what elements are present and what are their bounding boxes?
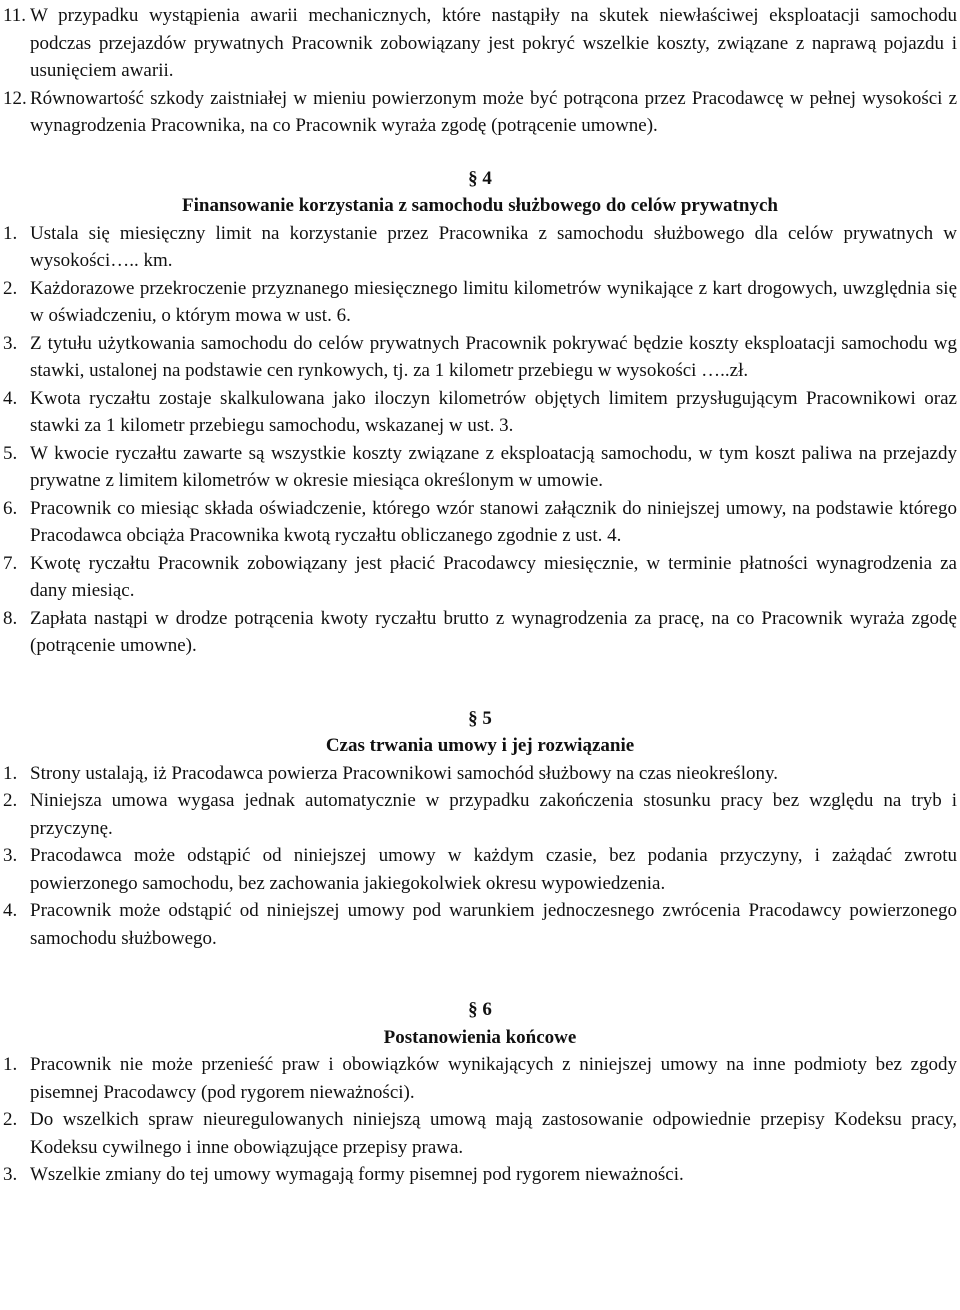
list-item bbox=[3, 897, 957, 952]
section-heading: § 4 bbox=[468, 167, 492, 189]
item-text: Pracownik nie może przenieść praw i obowiązków wynikających z niniejszej umowy na inne podmioty bez zgody pisemnej Pracodawcy (pod rygorem nieważności). bbox=[30, 1054, 957, 1103]
section-title: Czas trwania umowy i jej rozwiązanie bbox=[325, 735, 635, 756]
item-number: 1. bbox=[3, 1054, 18, 1075]
section-4 bbox=[3, 165, 957, 660]
item-text: Z tytułu użytkowania samochodu do celów prywatnych Pracownik pokrywać będzie koszty eksploatacji samochodu wg stawki, ustalonej na podstawie cen rynkowych, tj. za 1 kilometr przebiegu w wysokości …..zł. bbox=[30, 332, 957, 381]
section-heading: § 6 bbox=[468, 999, 492, 1020]
list-item bbox=[3, 220, 957, 275]
list-item bbox=[3, 440, 957, 495]
item-number: 2. bbox=[3, 790, 18, 811]
list-item bbox=[3, 787, 957, 842]
item-number: 2. bbox=[3, 277, 18, 299]
item-text: Kwota ryczałtu zostaje skalkulowana jako iloczyn kilometrów objętych limitem przysługującym Pracownikowi oraz stawki za 1 kilometr przebiegu samochodu, wskazanej w ust. 3. bbox=[30, 387, 957, 436]
section-title: Finansowanie korzystania z samochodu służbowego do celów prywatnych bbox=[182, 195, 778, 216]
item-number: 11. bbox=[3, 5, 27, 26]
item-number: 7. bbox=[3, 552, 18, 574]
item-text: Wszelkie zmiany do tej umowy wymagają formy pisemnej pod rygorem nieważności. bbox=[30, 1164, 684, 1185]
list-item bbox=[3, 85, 957, 140]
item-number: 3. bbox=[3, 332, 18, 354]
item-text: Kwotę ryczałtu Pracownik zobowiązany jest płacić Pracodawcy miesięcznie, w terminie płatności wynagrodzenia za dany miesiąc. bbox=[30, 552, 957, 601]
item-number: 3. bbox=[3, 1164, 18, 1185]
list-item bbox=[3, 1161, 957, 1189]
item-number: 6. bbox=[3, 497, 18, 519]
item-text: Ustala się miesięczny limit na korzystanie przez Pracownika z samochodu służbowego dla celów prywatnych w wysokości….. km. bbox=[30, 222, 957, 271]
spacer bbox=[3, 660, 957, 705]
list-item bbox=[3, 842, 957, 897]
section-6 bbox=[3, 996, 957, 1189]
item-number: 2. bbox=[3, 1109, 18, 1130]
item-text: Pracodawca może odstąpić od niniejszej umowy w każdym czasie, bez podania przyczyny, i zażądać zwrotu powierzonego samochodu, bez zachowania jakiegokolwiek okresu wypowiedzenia. bbox=[30, 845, 957, 894]
list-item bbox=[3, 550, 957, 605]
item-text: Zapłata nastąpi w drodze potrącenia kwoty ryczałtu brutto z wynagrodzenia za pracę, na co Pracownik wyraża zgodę (potrącenie umowne). bbox=[30, 607, 957, 656]
list-item bbox=[3, 605, 957, 660]
list-item bbox=[3, 495, 957, 550]
list-item bbox=[3, 275, 957, 330]
section-heading: § 5 bbox=[468, 707, 492, 729]
spacer bbox=[3, 952, 957, 996]
list-item bbox=[3, 385, 957, 440]
list-item bbox=[3, 2, 957, 85]
item-text: Pracownik co miesiąc składa oświadczenie, którego wzór stanowi załącznik do niniejszej umowy, na podstawie którego Pracodawca obciąża Pracownika kwotą ryczałtu obliczanego zgodnie z ust. 4. bbox=[30, 497, 957, 546]
item-text: Do wszelkich spraw nieuregulowanych niniejszą umową mają zastosowanie odpowiednie przepisy Kodeksu pracy, Kodeksu cywilnego i inne obowiązujące przepisy prawa. bbox=[30, 1109, 957, 1158]
item-text: Równowartość szkody zaistniałej w mieniu powierzonym może być potrącona przez Pracodawcę w pełnej wysokości z wynagrodzenia Pracownika, na co Pracownik wyraża zgodę (potrącenie umowne). bbox=[30, 87, 957, 136]
item-text: W przypadku wystąpienia awarii mechanicznych, które nastąpiły na skutek niewłaściwej eksploatacji samochodu podczas przejazdów prywatnych Pracownik zobowiązany jest pokryć wszelkie koszty, związane z naprawą pojazdu i usunięciem awarii. bbox=[30, 5, 957, 81]
item-text: W kwocie ryczałtu zawarte są wszystkie koszty związane z eksploatacją samochodu, w tym koszt paliwa na przejazdy prywatne z limitem kilometrów w okresie miesiąca określonym w umowie. bbox=[30, 442, 957, 491]
list-item bbox=[3, 760, 957, 788]
item-number: 4. bbox=[3, 900, 18, 921]
item-number: 5. bbox=[3, 442, 18, 464]
list-item bbox=[3, 1051, 957, 1106]
item-number: 8. bbox=[3, 607, 18, 629]
item-text: Strony ustalają, iż Pracodawca powierza Pracownikowi samochód służbowy na czas nieokreślony. bbox=[30, 762, 778, 784]
item-text: Pracownik może odstąpić od niniejszej umowy pod warunkiem jednoczesnego zwrócenia Pracodawcy powierzonego samochodu służbowego. bbox=[30, 900, 957, 949]
item-number: 3. bbox=[3, 845, 18, 866]
item-number: 12. bbox=[3, 87, 27, 109]
item-text: Niniejsza umowa wygasa jednak automatycznie w przypadku zakończenia stosunku pracy bez względu na tryb i przyczynę. bbox=[30, 790, 957, 839]
list-item bbox=[3, 1106, 957, 1161]
preamble-list bbox=[3, 2, 957, 140]
spacer bbox=[3, 140, 957, 165]
item-number: 4. bbox=[3, 387, 18, 409]
section-title: Postanowienia końcowe bbox=[383, 1026, 577, 1048]
item-number: 1. bbox=[3, 762, 18, 784]
item-number: 1. bbox=[3, 222, 18, 244]
section-5 bbox=[3, 705, 957, 953]
item-text: Każdorazowe przekroczenie przyznanego miesięcznego limitu kilometrów wynikające z kart drogowych, uwzględnia się w oświadczeniu, o którym mowa w ust. 6. bbox=[30, 277, 957, 326]
list-item bbox=[3, 330, 957, 385]
